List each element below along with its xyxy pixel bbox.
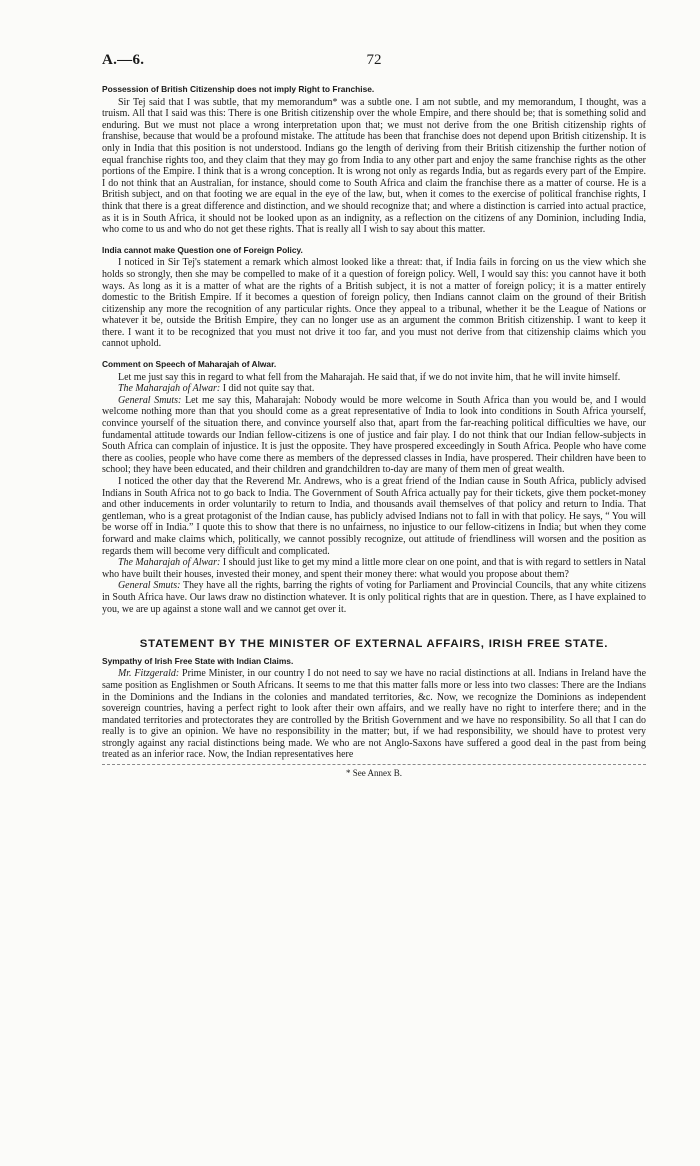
section-heading: Comment on Speech of Maharajah of Alwar.	[102, 359, 277, 370]
paragraph: I noticed the other day that the Reverend Mr. Andrews, who is a great friend of the Indian cause in South Africa, publicly advised Indians in South Africa not to go back to India. The Government of South Africa actually pay for their tickets, give them pocket-money and other inducements in order voluntarily to return to India, and thousands avail themselves of that policy and return to India. That gentleman, who is a great protagonist of the Indian cause, has publicly advised Indians not to fall in with that policy. He says, “ You will be worse off in India.” I quote this to show that there is no unfairness, no injustice to our fellow-citizens in India; but when they come forward and make claims which, politically, we cannot possibly recognize, out attitude of friendliness will worsen and the position as regards them will become very difficult and complicated.	[102, 476, 646, 557]
speaker-name: The Maharajah of Alwar:	[118, 557, 221, 569]
page-header	[102, 52, 646, 72]
speaker-name: The Maharajah of Alwar:	[118, 383, 221, 395]
paragraph: Let me just say this in regard to what fell from the Maharajah. He said that, if we do not invite him, that he will invite himself.	[118, 371, 621, 383]
speaker-paragraph: Mr. Fitzgerald: Prime Minister, in our country I do not need to say we have no racial distinctions at all. Indians in Ireland have the same position as Englishmen or South Africans. It seems to me that this matter falls more or less into two classes: There are the Indians in the Dominions and the Indians in the colonies and mandated territories, &c. Now, we recognize the Dominions as independent sovereign countries, having a perfect right to look after their own affairs, and we really have no right to interfere there; and in the mandated territories and protectorates they are controlled by the British Government and we have no responsibility. So all that I can do really is to give an opinion. We have no responsibility in the matter; but, if we had responsibility, we should have to protest very strongly against any racial distinctions being made. We who are not Anglo-Saxons have suffered a good deal in the past from being treated as an inferior race. Now, the Indian representatives here	[102, 668, 647, 761]
section-heading: Sympathy of Irish Free State with Indian Claims.	[102, 655, 294, 666]
statement-title: STATEMENT BY THE MINISTER OF EXTERNAL AFFAIRS, IRISH FREE STATE.	[139, 638, 609, 651]
footnote-divider	[102, 764, 646, 765]
section-heading: India cannot make Question one of Foreign Policy.	[102, 244, 303, 255]
speaker-paragraph: The Maharajah of Alwar: I did not quite say that.	[118, 383, 315, 395]
paragraph: Sir Tej said that I was subtle, that my memorandum* was a subtle one. I am not subtle, and my memorandum, I thought, was a truism. All that I said was this: There is one British citizenship over the whole Empire, and there should be; that is something solid and enduring. But we must not place a wrong interpretation upon that; we must not derive from the one British citizenship rights of franshise, because that would be a profound mistake. The attitude has been that franchise does not depend upon British citizenship. It is only in India that this position is not understood. Indians go the length of deriving from their British citizenship the further notion of equal franchise rights too, and they claim that they may go from India to any other part and enjoy the same franchise rights as the other portions of the Empire. I think that is a wrong conception. It is wrong not only as regards India, but as regards every part of the Empire. I do not think that an Australian, for instance, should come to South Africa and claim the franchise there as a matter of course. He is a British subject, and on that footing we are equal in the eye of the law, but, when it comes to the exercise of political franchise rights, I think that there is a great difference and distinction, and we should recognize that; and where a distinction is carried into actual practice, as it is in South Africa, it should not be looked upon as an indignity, as a reflection on the citizens of any Dominion, including India, who come to us and who do not get these rights. That is really all I wish to say about this matter.	[102, 96, 646, 236]
page-number: 72	[366, 52, 382, 68]
speaker-paragraph: General Smuts: They have all the rights, barring the rights of voting for Parliament and Provincial Councils, that any white citizens in South Africa have. Our laws draw no distinction whatever. It is only political rights that are in question. There, as I have explained to you, we are up against a stone wall and we cannot get over it.	[102, 580, 646, 615]
speaker-paragraph: The Maharajah of Alwar: I should just like to get my mind a little more clear on one point, and that is with regard to settlers in Natal who have built their houses, invested their money, and spent their money there: what would you propose about them?	[102, 557, 647, 580]
paragraph: I noticed in Sir Tej's statement a remark which almost looked like a threat: that, if India fails in forcing on us the view which she holds so strongly, then she may be compelled to make of it a question of foreign policy. Well, I would say this: you cannot have it both ways. As long as it is a matter of what are the rights of a British subject, it is not a matter of foreign policy; it is a matter entirely domestic to the British Empire. If it becomes a question of foreign policy, then Indians cannot claim on the ground of their British citizenship any more the recognition of any particular rights. Once they appeal to a tribunal, whether it be the League of Nations or whatever it be, outside the British Empire, they can no longer use as an argument the common British citizenship. I want to keep it there. I want it to be recognized that you must not drive it too far, and you must not derive from that citizenship claims which you cannot uphold.	[102, 257, 646, 350]
document-reference: A.—6.	[102, 52, 145, 68]
speaker-name: General Smuts:	[118, 394, 182, 406]
speaker-name: General Smuts:	[118, 580, 181, 592]
section-heading: Possession of British Citizenship does not imply Right to Franchise.	[102, 84, 375, 94]
speaker-name: Mr. Fitzgerald:	[118, 668, 180, 680]
document-body	[102, 84, 646, 780]
speaker-paragraph: General Smuts: Let me say this, Maharajah: Nobody would be more welcome in South Africa than you would be, and I would welcome nothing more than that you should come as a great representative of India to look into conditions in South Africa yourself, convince yourself of the situation there, and convince yourself also that, apart from the far-reaching political difficulties we have, our fundamental attitude towards our Indian fellow-citizens is one of justice and fair play. I do not think that our Indian fellow-subjects in South Africa can complain of injustice. It is just the opposite. They have prospered exceedingly in South Africa. People who have come there as coolies, people who have come there as members of the depressed classes in India, have prospered. Their children have been to school; they have been educated, and their children and grandchildren to-day are many of them men of great wealth.	[102, 394, 647, 476]
footnote: * See Annex B.	[346, 768, 402, 779]
